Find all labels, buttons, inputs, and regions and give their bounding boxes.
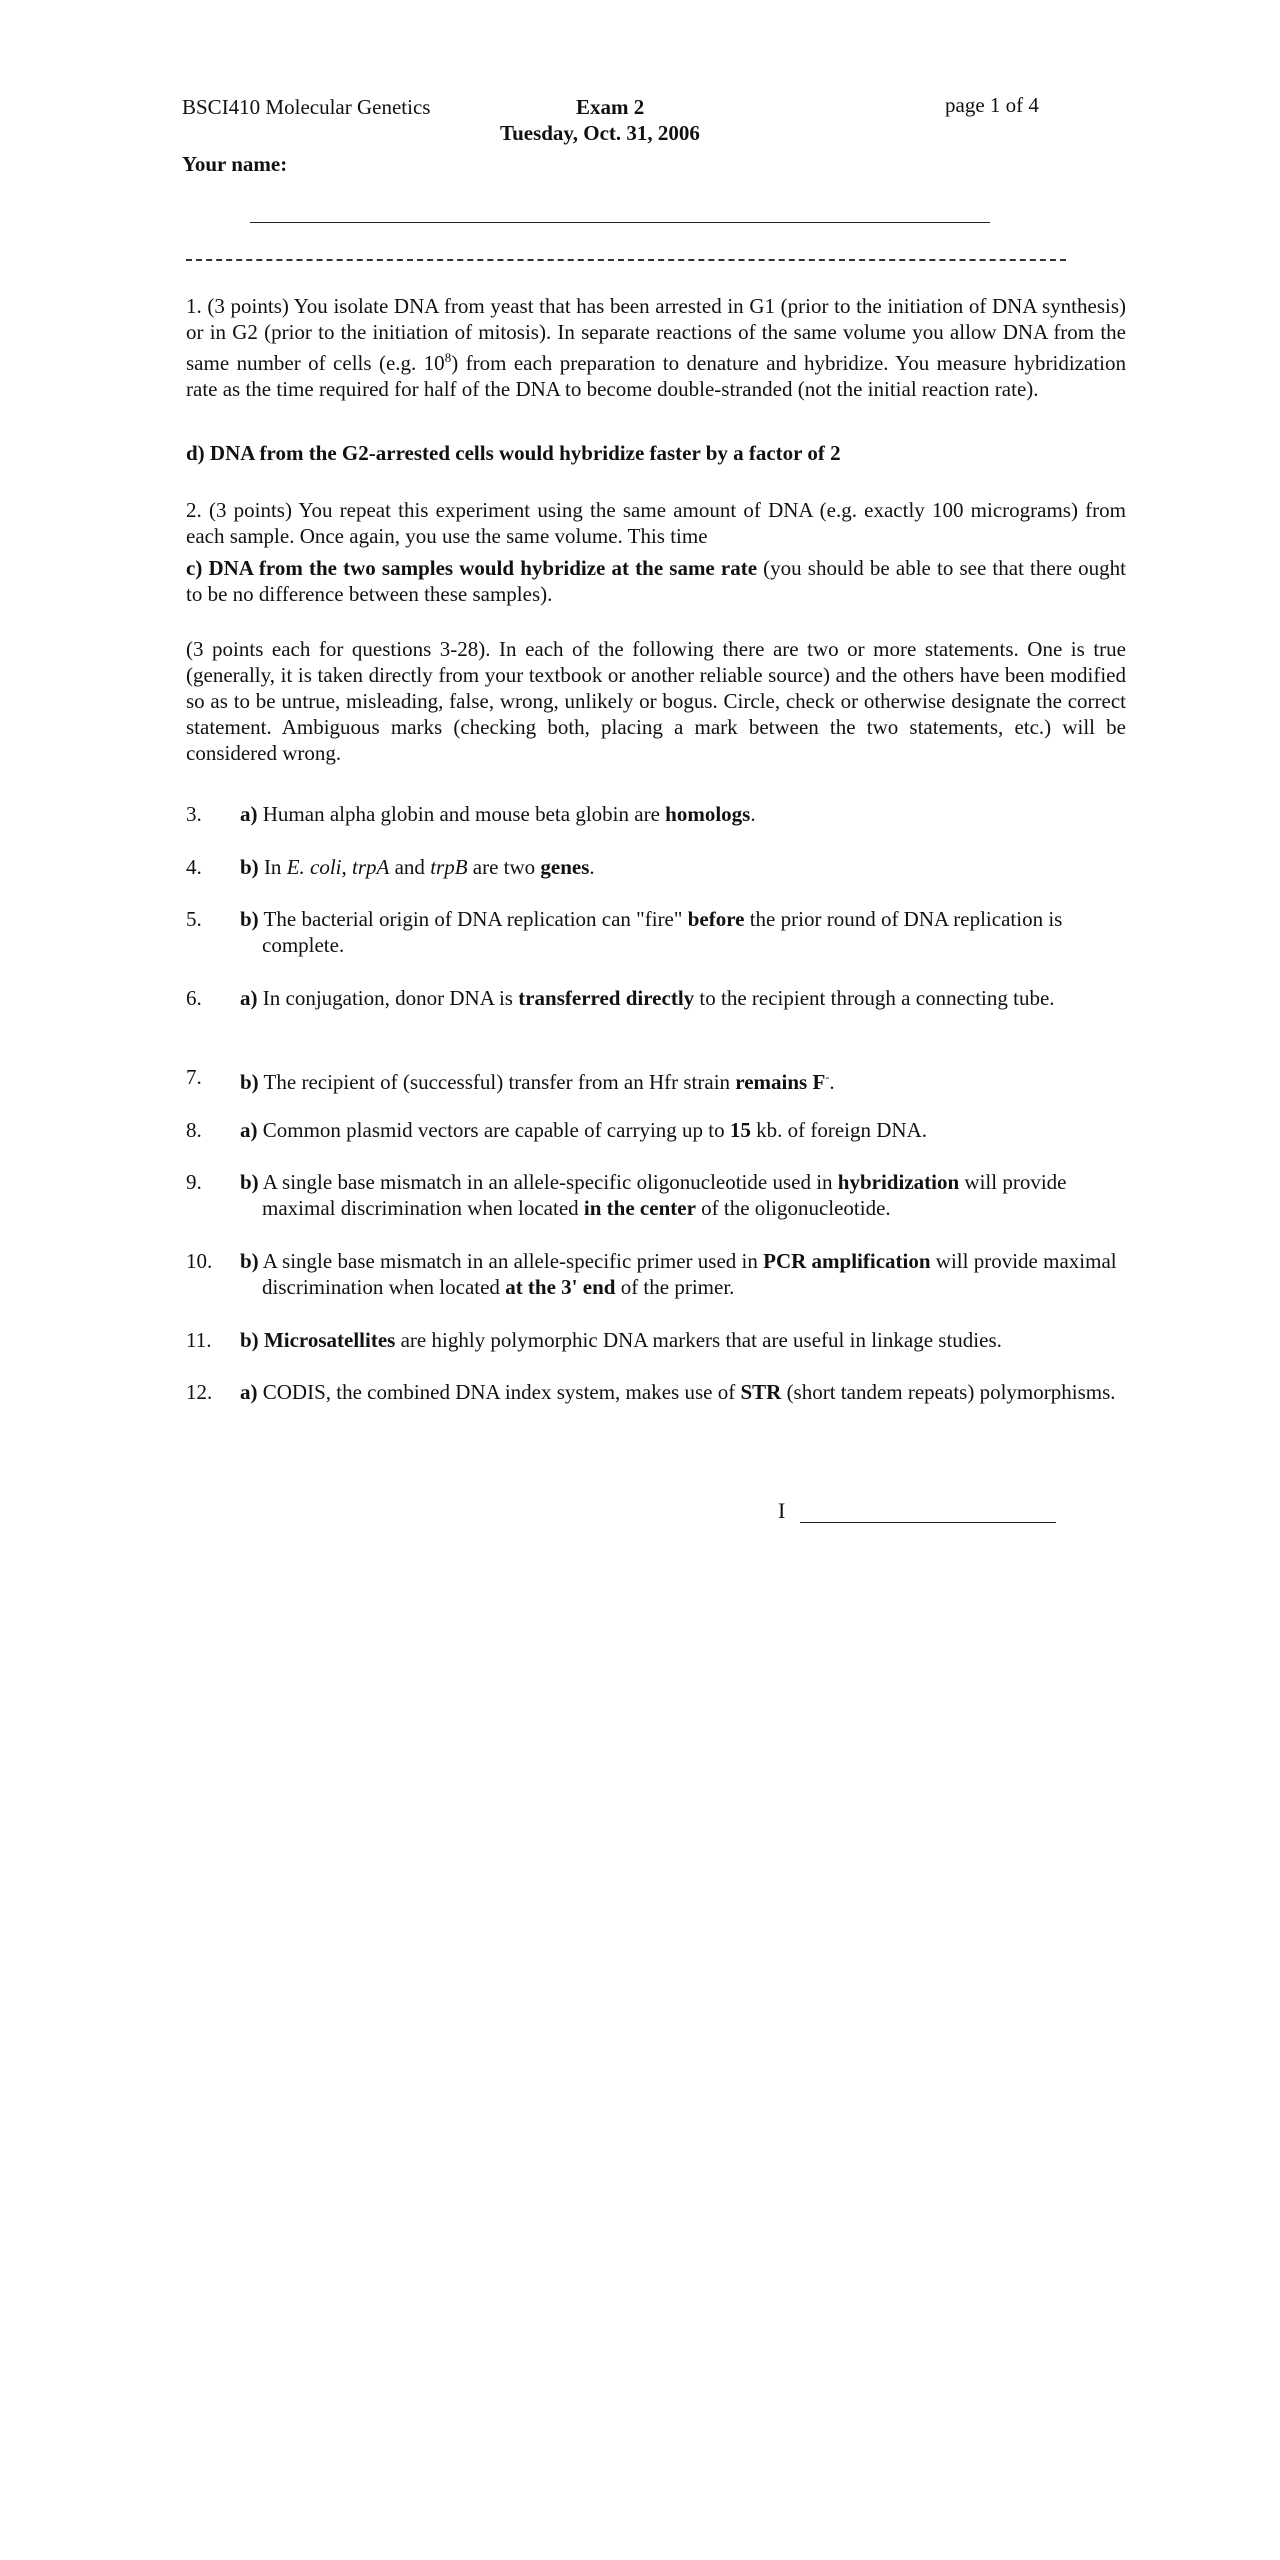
list-item: 9. b) A single base mismatch in an allele-specific oligonucleotide used in hybridization will provide maximal discrimination when located in the center of the oligonucleotide. — [186, 1170, 1067, 1220]
list-item: 6. a) In conjugation, donor DNA is transferred directly to the recipient through a connecting tube. — [186, 986, 1055, 1010]
question-2-stem: 2. (3 points) You repeat this experiment using the same amount of DNA (e.g. exactly 100 micrograms) from each sample. Once again, you use the same volume. This time — [186, 498, 1126, 548]
list-item: 12. a) CODIS, the combined DNA index system, makes use of STR (short tandem repeats) polymorphisms. — [186, 1380, 1116, 1404]
score-line — [800, 1522, 1056, 1523]
question-2-answer: c) DNA from the two samples would hybridize at the same rate (you should be able to see that there ought to be no difference between these samples). — [186, 556, 1126, 606]
list-item: 8. a) Common plasmid vectors are capable of carrying up to 15 kb. of foreign DNA. — [186, 1118, 927, 1142]
question-1-answer: d) DNA from the G2-arrested cells would hybridize faster by a factor of 2 — [186, 441, 841, 465]
question-1-stem: 1. (3 points) You isolate DNA from yeast that has been arrested in G1 (prior to the initiation of DNA synthesis) or in G2 (prior to the initiation of mitosis). In separate reactions of the same volume you allow DNA from the same number of cells (e.g. $10^8$) from each preparation to denature and hybridize. You measure hybridization rate as the time required for half of the DNA to become double-stranded (not the initial reaction rate). — [186, 294, 1126, 401]
name-label: Your name: — [182, 152, 288, 176]
course-title: BSCI410 Molecular Genetics — [182, 95, 431, 119]
list-item: 7. b) The recipient of (successful) transfer from an Hfr strain remains F-. — [186, 1065, 835, 1094]
dashed-divider — [186, 259, 1066, 261]
score-mark: I — [778, 1498, 786, 1523]
page-number: page 1 of 4 — [945, 93, 1039, 117]
name-line — [250, 222, 990, 223]
list-item: 5. b) The bacterial origin of DNA replication can "fire" before the prior round of DNA replication is complete. — [186, 907, 1063, 957]
exam-title: Exam 2 — [576, 95, 645, 119]
instructions: (3 points each for questions 3-28). In each of the following there are two or more statements. One is true (generally, it is taken directly from your textbook or another reliable source) and the others have been modified so as to be untrue, misleading, false, wrong, unlikely or bogus. Circle, check or otherwise designate the correct statement. Ambiguous marks (checking both, placing a mark between the two statements, etc.) will be considered wrong. — [186, 637, 1126, 765]
list-item: 11. b) Microsatellites are highly polymorphic DNA markers that are useful in linkage studies. — [186, 1328, 1002, 1352]
list-item: 10. b) A single base mismatch in an allele-specific primer used in PCR amplification will provide maximal discrimination when located at the 3' end of the primer. — [186, 1249, 1117, 1299]
list-item: 3. a) Human alpha globin and mouse beta globin are homologs. — [186, 802, 756, 826]
list-item: 4. b) In E. coli, trpA and trpB are two genes. — [186, 855, 595, 879]
exam-date: Tuesday, Oct. 31, 2006 — [500, 121, 700, 145]
